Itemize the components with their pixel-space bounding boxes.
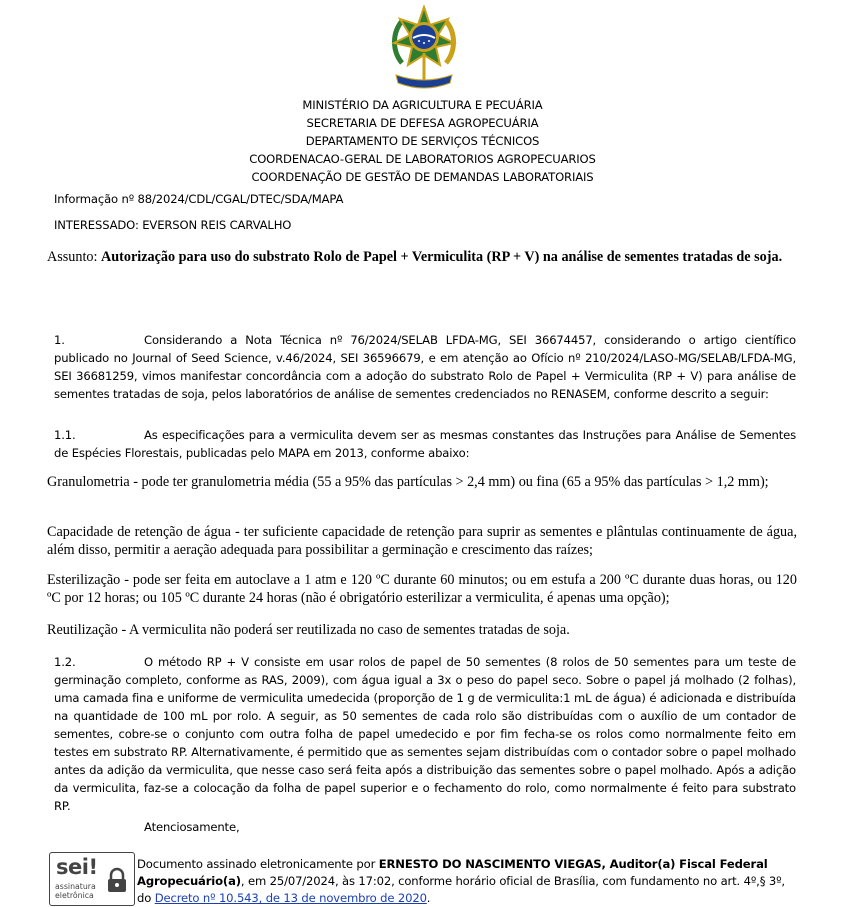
paragraph-text: Considerando a Nota Técnica nº 76/2024/SELAB LFDA-MG, SEI 36674457, considerando o artigo científico publicado no Journal of Seed Science, v.46/2024, SEI 36596679, e em atenção ao Ofício nº 210/2024/LASO-MG/SELAB/LFDA-MG, SEI 36681259, vimos manifestar concordância com a adoção do substrato Rolo de Papel + Vermiculita (RP + V) para análise de sementes tratadas de soja, pelos laboratórios de análise de sementes credenciados no RENASEM, conforme descrito a seguir: (54, 333, 796, 401)
paragraph-text: O método RP + V consiste em usar rolos de papel de 50 sementes (8 rolos de 50 sementes para um teste de germinação completo, conforme as RAS, 2009), com água igual a 3x o peso do papel seco. Sobre o papel já molhado (2 folhas), uma camada fina e uniforme de vermiculita umedecida (proporção de 1 g de vermiculita:1 mL de água) é adicionada e distribuída na quantidade de 100 mL por rolo. A seguir, as 50 sementes de cada rolo são distribuídas com o auxílio de um contador de sementes, cobre-se o conjunto com outra folha de papel umedecido e por fim fecha-se os rolos como normalmente feito em testes em substrato RP. Alternativamente, é permitido que as sementes sejam distribuídas com o contador sobre o papel molhado antes da adição da vermiculita, que nesse caso será feita após a distribuição das sementes sobre o papel molhado. Após a adição da vermiculita, faz-se a colocação da folha de papel superior e o fechamento do rolo, como normalmente é feito para substrato RP. (54, 655, 796, 813)
signer-name: ERNESTO DO NASCIMENTO VIEGAS, Auditor(a) Fiscal Federal Agropecuário(a) (137, 857, 768, 888)
closing: Atenciosamente, (144, 820, 240, 834)
subject-text: Autorização para uso do substrato Rolo de Papel + Vermiculita (RP + V) na análise de sementes tratadas de soja. (101, 249, 783, 265)
paragraph-1-2 (54, 653, 796, 815)
paragraph-text: As especificações para a vermiculita devem ser as mesmas constantes das Instruções para Análise de Sementes de Espécies Florestais, publicadas pelo MAPA em 2013, conforme abaixo: (54, 428, 796, 460)
ministry-name: MINISTÉRIO DA AGRICULTURA E PECUÁRIA (302, 98, 543, 112)
department-name: DEPARTAMENTO DE SERVIÇOS TÉCNICOS (305, 134, 540, 148)
padlock-icon (106, 867, 128, 893)
signature-suffix: . (426, 891, 431, 905)
sei-logo-text: sei! (56, 855, 98, 879)
signature-middle: , em 25/07/2024, às 17:02, conforme horário oficial de Brasília, com fundamento no art. 4º,§ 3º, do (137, 874, 785, 905)
badge-sub-1: assinatura (55, 882, 96, 891)
signature-prefix: Documento assinado eletronicamente por (137, 857, 379, 871)
interested-party: INTERESSADO: EVERSON REIS CARVALHO (54, 218, 292, 232)
sei-signature-badge (49, 852, 135, 906)
coat-of-arms-icon (388, 5, 460, 91)
signature-text (137, 856, 797, 907)
subject-label: Assunto: (47, 249, 101, 265)
badge-sub-2: eletrônica (55, 891, 94, 900)
coordination-general-name: COORDENACAO-GERAL DE LABORATORIOS AGROPECUARIOS (249, 152, 596, 166)
paragraph-1 (54, 331, 796, 403)
item-capacidade: Capacidade de retenção de água - ter suficiente capacidade de retenção para suprir as sementes e plântulas continuamente de água, além disso, permitir a aeração adequada para possibilitar a germinação e crescimento das raízes; (47, 524, 797, 558)
document-number: Informação nº 88/2024/CDL/CGAL/DTEC/SDA/MAPA (54, 192, 344, 206)
item-reutilizacao: Reutilização - A vermiculita não poderá ser reutilizada no caso de sementes tratadas de soja. (47, 622, 570, 638)
item-esterilizacao: Esterilização - pode ser feita em autoclave a 1 atm e 120 ºC durante 60 minutos; ou em estufa a 200 ºC durante duas horas, ou 120 ºC por 12 horas; ou 105 ºC durante 24 horas (não é obrigatório esterilizar a vermiculita, é apenas uma opção); (47, 572, 797, 606)
decree-link[interactable]: Decreto nº 10.543, de 13 de novembro de 2020 (154, 891, 427, 905)
coordination-name: COORDENAÇÃO DE GESTÃO DE DEMANDAS LABORATORIAIS (251, 170, 594, 184)
item-granulometria: Granulometria - pode ter granulometria média (55 a 95% das partículas > 2,4 mm) ou fina (65 a 95% das partículas > 1,2 mm); (47, 474, 769, 490)
secretariat-name: SECRETARIA DE DEFESA AGROPECUÁRIA (306, 116, 539, 130)
paragraph-number: 1. (54, 333, 65, 347)
paragraph-number: 1.2. (54, 655, 76, 669)
paragraph-1-1 (54, 426, 796, 462)
paragraph-number: 1.1. (54, 428, 76, 442)
letterhead (0, 96, 845, 186)
subject-line (47, 248, 797, 266)
